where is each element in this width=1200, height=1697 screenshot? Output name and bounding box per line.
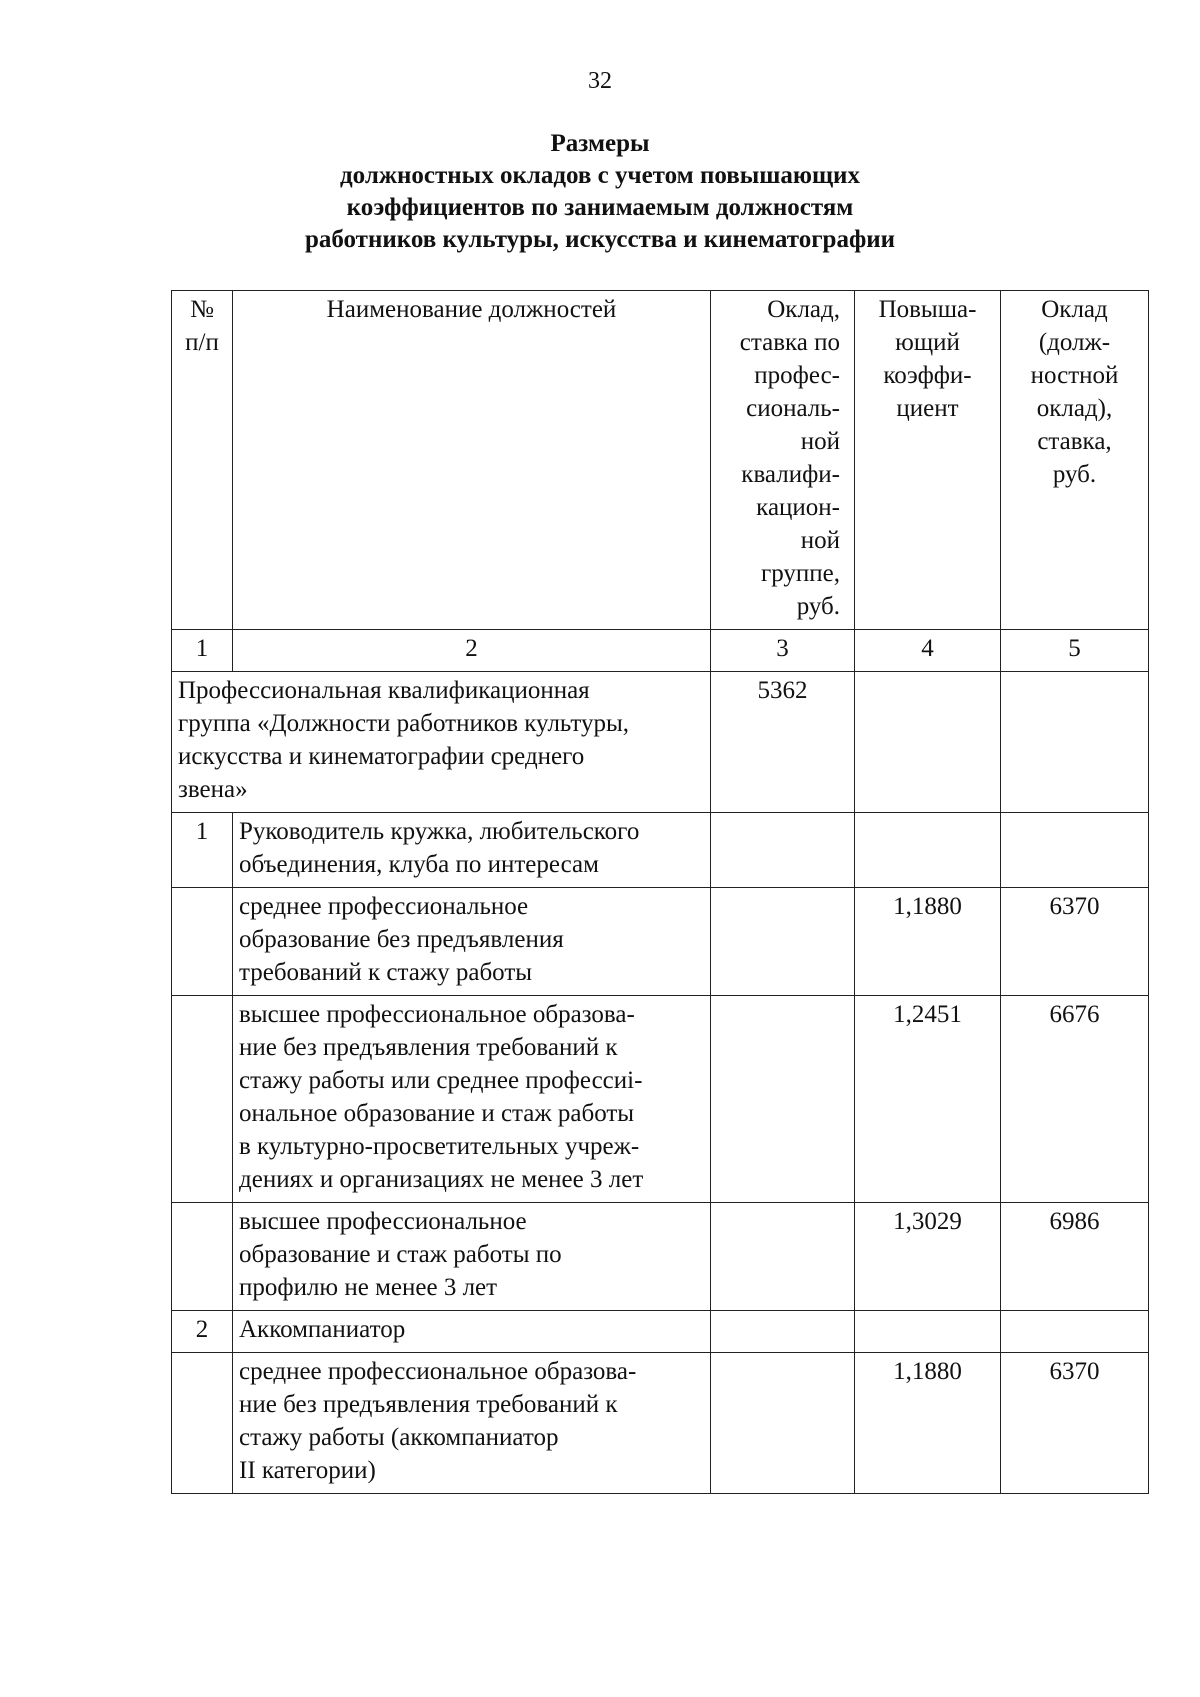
header-oklad-line: сиональ- <box>746 395 840 422</box>
row-name <box>233 888 711 996</box>
row-name-line: высшее профессиональное образова- <box>239 1001 635 1028</box>
document-title <box>0 128 1200 256</box>
row-oklad <box>711 1203 855 1311</box>
table-row <box>172 813 1149 888</box>
row-coef: 1,1880 <box>855 888 1001 996</box>
row-name-line: профилю не менее 3 лет <box>239 1274 498 1301</box>
column-number: 4 <box>855 630 1001 672</box>
row-final: 6986 <box>1001 1203 1149 1311</box>
header-final-line: оклад), <box>1036 395 1113 422</box>
header-num <box>172 291 233 630</box>
row-name-line: стажу работы (аккомпаниатор <box>239 1424 559 1451</box>
row-coef <box>855 813 1001 888</box>
header-oklad-line: ной <box>800 527 840 554</box>
header-oklad-line: Оклад, <box>767 296 840 323</box>
row-name-line: высшее профессиональное <box>239 1208 527 1235</box>
row-name-line: ние без предъявления требований к <box>239 1391 618 1418</box>
row-name-line: стажу работы или среднее профессиi- <box>239 1067 643 1094</box>
title-line: должностных окладов с учетом повышающих <box>340 162 860 189</box>
table-row <box>172 1353 1149 1494</box>
row-name-line: II категории) <box>239 1457 376 1484</box>
group-name <box>172 672 711 813</box>
row-coef: 1,1880 <box>855 1353 1001 1494</box>
row-coef <box>855 1311 1001 1353</box>
row-num <box>172 888 233 996</box>
header-oklad <box>711 291 855 630</box>
header-oklad-line: кацион- <box>756 494 840 521</box>
header-oklad-line: ной <box>800 428 840 455</box>
row-name-line: образование без предъявления <box>239 926 564 953</box>
title-line: Размеры <box>550 130 650 157</box>
header-coef-line: Повыша- <box>878 296 977 323</box>
group-name-line: Профессиональная квалификационная <box>178 677 590 704</box>
group-oklad: 5362 <box>711 672 855 813</box>
row-name-line: Аккомпаниатор <box>239 1316 406 1343</box>
row-oklad <box>711 1311 855 1353</box>
row-name <box>233 1203 711 1311</box>
row-name <box>233 1353 711 1494</box>
row-name-line: образование и стаж работы по <box>239 1241 562 1268</box>
row-num <box>172 996 233 1203</box>
header-oklad-line: профес- <box>754 362 840 389</box>
group-name-line: искусства и кинематографии среднего <box>178 743 585 770</box>
column-number: 5 <box>1001 630 1149 672</box>
row-oklad <box>711 813 855 888</box>
group-name-line: звена» <box>178 776 248 803</box>
row-oklad <box>711 996 855 1203</box>
row-num <box>172 1203 233 1311</box>
header-final-line: Оклад <box>1041 296 1108 323</box>
header-num-line: п/п <box>185 329 219 356</box>
table-row <box>172 888 1149 996</box>
group-final <box>1001 672 1149 813</box>
header-oklad-line: руб. <box>796 593 840 620</box>
header-final <box>1001 291 1149 630</box>
row-name-line: объединения, клуба по интересам <box>239 851 599 878</box>
header-num-line: № <box>190 296 214 323</box>
header-final-line: ностной <box>1030 362 1119 389</box>
header-oklad-line: ставка по <box>739 329 840 356</box>
row-name-line: требований к стажу работы <box>239 959 533 986</box>
title-line: работников культуры, искусства и кинематографии <box>304 226 896 253</box>
row-oklad <box>711 1353 855 1494</box>
row-name <box>233 996 711 1203</box>
header-final-line: руб. <box>1052 461 1097 488</box>
row-name-line: в культурно-просветительных учреж- <box>239 1133 640 1160</box>
header-name: Наименование должностей <box>233 291 711 630</box>
header-coef-line: ющий <box>895 329 960 356</box>
group-name-line: группа «Должности работников культуры, <box>178 710 630 737</box>
row-final <box>1001 813 1149 888</box>
header-final-line: (долж- <box>1038 329 1111 356</box>
row-name-line: ональное образование и стаж работы <box>239 1100 635 1127</box>
table-header-row <box>172 291 1149 630</box>
row-coef: 1,3029 <box>855 1203 1001 1311</box>
header-coef-line: циент <box>896 395 959 422</box>
page-number: 32 <box>588 68 612 94</box>
header-coef-line: коэффи- <box>883 362 972 389</box>
column-number-row <box>172 630 1149 672</box>
row-name-line: дениях и организациях не менее 3 лет <box>239 1166 644 1193</box>
row-final: 6370 <box>1001 888 1149 996</box>
row-num <box>172 1353 233 1494</box>
row-name-line: Руководитель кружка, любительского <box>239 818 640 845</box>
header-oklad-line: квалифи- <box>741 461 840 488</box>
row-final: 6370 <box>1001 1353 1149 1494</box>
table-row <box>172 1311 1149 1353</box>
column-number: 2 <box>233 630 711 672</box>
row-name <box>233 1311 711 1353</box>
header-coef <box>855 291 1001 630</box>
table-row <box>172 996 1149 1203</box>
row-name-line: ние без предъявления требований к <box>239 1034 618 1061</box>
row-name <box>233 813 711 888</box>
column-number: 3 <box>711 630 855 672</box>
row-name-line: среднее профессиональное образова- <box>239 1358 637 1385</box>
group-row <box>172 672 1149 813</box>
header-final-line: ставка, <box>1037 428 1112 455</box>
table-row <box>172 1203 1149 1311</box>
row-num: 2 <box>172 1311 233 1353</box>
row-name-line: среднее профессиональное <box>239 893 529 920</box>
title-line: коэффициентов по занимаемым должностям <box>346 194 854 221</box>
row-final: 6676 <box>1001 996 1149 1203</box>
row-final <box>1001 1311 1149 1353</box>
group-coef <box>855 672 1001 813</box>
row-num: 1 <box>172 813 233 888</box>
column-number: 1 <box>172 630 233 672</box>
header-oklad-line: группе, <box>760 560 840 587</box>
row-coef: 1,2451 <box>855 996 1001 1203</box>
row-oklad <box>711 888 855 996</box>
salary-table <box>171 290 1149 1494</box>
